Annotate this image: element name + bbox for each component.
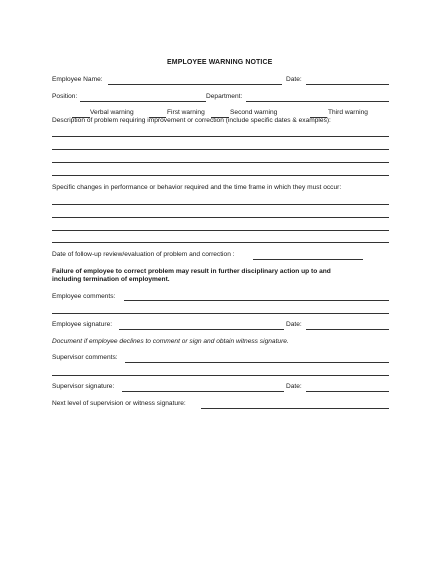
changes-line[interactable] <box>52 230 389 231</box>
supervisor-signature-date-field[interactable] <box>306 391 389 392</box>
description-line[interactable] <box>52 162 389 163</box>
employee-comments-field[interactable] <box>124 300 389 301</box>
first-warning-label: First warning <box>167 109 205 116</box>
changes-line[interactable] <box>52 204 389 205</box>
verbal-warning-label: Verbal warning <box>90 109 134 116</box>
third-warning-label: Third warning <box>328 109 368 116</box>
department-field[interactable] <box>246 101 389 102</box>
date-label: Date: <box>286 76 302 83</box>
supervisor-comments-line[interactable] <box>52 375 389 376</box>
employee-name-field[interactable] <box>108 84 282 85</box>
department-label: Department: <box>206 93 243 100</box>
description-label: Description of problem requiring improvement or correction (include specific dates & examples): <box>52 117 331 124</box>
next-level-label: Next level of supervision or witness signature: <box>52 400 186 407</box>
employee-signature-date-field[interactable] <box>306 329 389 330</box>
description-line[interactable] <box>52 136 389 137</box>
employee-comments-line[interactable] <box>52 313 389 314</box>
employee-name-label: Employee Name: <box>52 76 103 83</box>
supervisor-signature-field[interactable] <box>122 391 284 392</box>
supervisor-signature-label: Supervisor signature: <box>52 383 115 390</box>
followup-label: Date of follow-up review/evaluation of problem and correction : <box>52 251 235 258</box>
supervisor-comments-field[interactable] <box>125 362 389 363</box>
date-field[interactable] <box>306 84 389 85</box>
description-line[interactable] <box>52 175 389 176</box>
second-warning-label: Second warning <box>230 109 278 116</box>
employee-signature-field[interactable] <box>119 329 284 330</box>
employee-signature-date-label: Date: <box>286 321 302 328</box>
position-field[interactable] <box>80 101 206 102</box>
followup-date-field[interactable] <box>253 259 363 260</box>
changes-line[interactable] <box>52 242 389 243</box>
specific-changes-label: Specific changes in performance or behavior required and the time frame in which they must occur: <box>52 184 342 191</box>
position-label: Position: <box>52 93 78 100</box>
employee-signature-label: Employee signature: <box>52 321 113 328</box>
employee-comments-label: Employee comments: <box>52 293 116 300</box>
next-level-signature-field[interactable] <box>201 408 389 409</box>
supervisor-signature-date-label: Date: <box>286 383 302 390</box>
page-title: EMPLOYEE WARNING NOTICE <box>167 59 273 66</box>
description-line[interactable] <box>52 149 389 150</box>
failure-notice-line1: Failure of employee to correct problem may result in further disciplinary action up to and <box>52 268 331 275</box>
changes-line[interactable] <box>52 217 389 218</box>
supervisor-comments-label: Supervisor comments: <box>52 354 118 361</box>
decline-note: Document if employee declines to comment or sign and obtain witness signature. <box>52 338 289 345</box>
failure-notice-line2: including termination of employment. <box>52 276 170 283</box>
